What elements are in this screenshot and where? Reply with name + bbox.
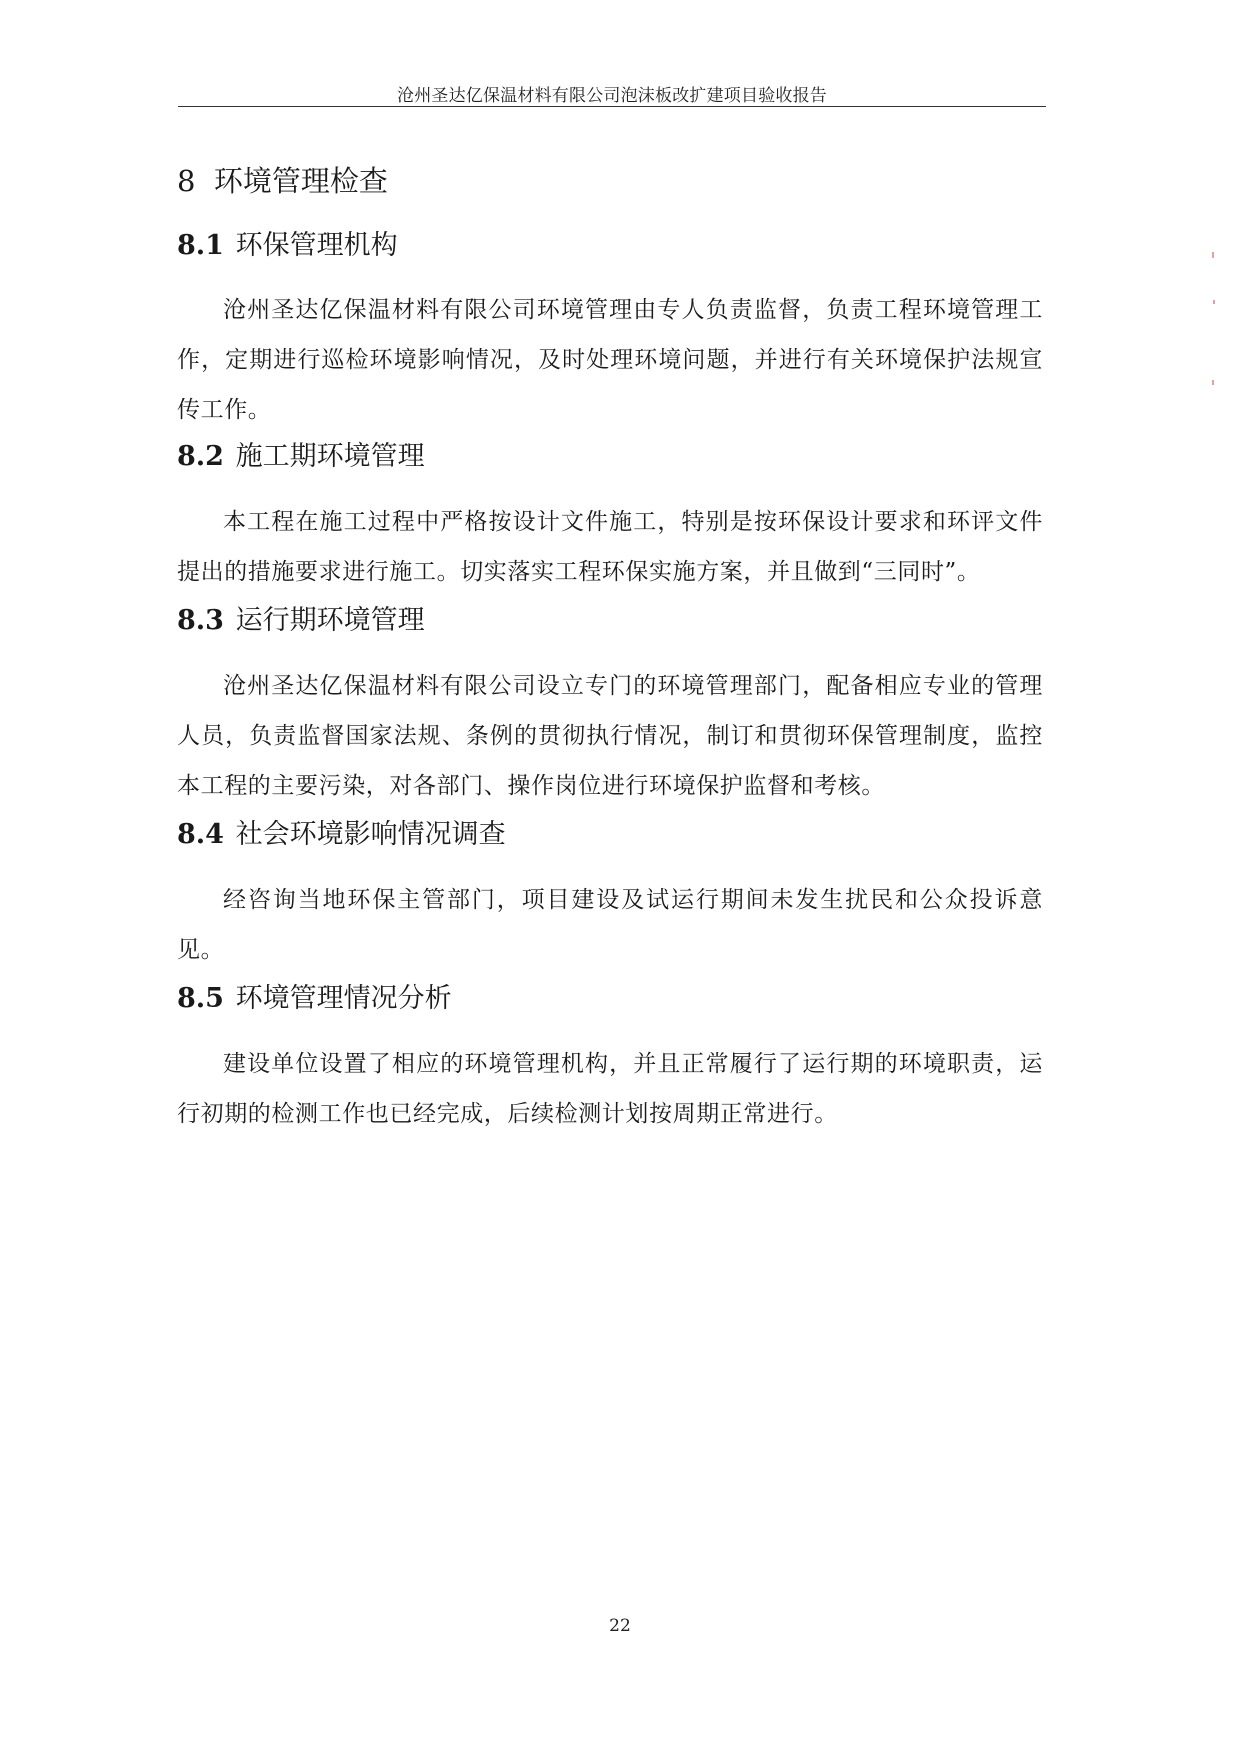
section-number: 8.5 [177, 983, 224, 1014]
section-heading-8-1 [177, 226, 398, 266]
page-number: 22 [609, 1616, 631, 1636]
section-body-8-1: 沧州圣达亿保温材料有限公司环境管理由专人负责监督，负责工程环境管理工作，定期进行巡检环境影响情况，及时处理环境问题，并进行有关环境保护法规宣传工作。 [177, 297, 1043, 423]
section-body-8-3: 沧州圣达亿保温材料有限公司设立专门的环境管理部门，配备相应专业的管理人员，负责监督国家法规、条例的贯彻执行情况，制订和贯彻环保管理制度，监控本工程的主要污染，对各部门、操作岗位进行环境保护监督和考核。 [177, 673, 1043, 799]
section-heading-8-4 [177, 815, 506, 855]
section-number: 8.3 [177, 605, 224, 636]
section-title: 环境管理情况分析 [235, 983, 452, 1014]
section-body-8-4: 经咨询当地环保主管部门，项目建设及试运行期间未发生扰民和公众投诉意见。 [177, 887, 1043, 963]
section-number: 8.1 [177, 230, 224, 261]
section-number: 8.4 [177, 819, 224, 850]
section-title: 施工期环境管理 [235, 441, 425, 472]
section-heading-8-3 [177, 601, 425, 641]
scan-mark [1212, 252, 1214, 258]
chapter-title-text: 环境管理检查 [213, 164, 388, 198]
scan-mark [1213, 300, 1215, 304]
section-heading-8-2 [177, 437, 425, 477]
section-body-8-2: 本工程在施工过程中严格按设计文件施工，特别是按环保设计要求和环评文件提出的措施要求进行施工。切实落实工程环保实施方案，并且做到“三同时”。 [177, 509, 1043, 585]
section-heading-8-5 [177, 979, 452, 1019]
header-rule [178, 106, 1046, 107]
chapter-number: 8 [177, 164, 196, 198]
section-number: 8.2 [177, 441, 224, 472]
chapter-title [177, 160, 388, 202]
scan-mark [1212, 380, 1214, 385]
section-title: 环保管理机构 [235, 230, 398, 261]
page-header-title: 沧州圣达亿保温材料有限公司泡沫板改扩建项目验收报告 [397, 86, 827, 106]
section-title: 社会环境影响情况调查 [235, 819, 506, 850]
section-title: 运行期环境管理 [235, 605, 425, 636]
section-body-8-5: 建设单位设置了相应的环境管理机构，并且正常履行了运行期的环境职责，运行初期的检测工作也已经完成，后续检测计划按周期正常进行。 [177, 1051, 1043, 1127]
